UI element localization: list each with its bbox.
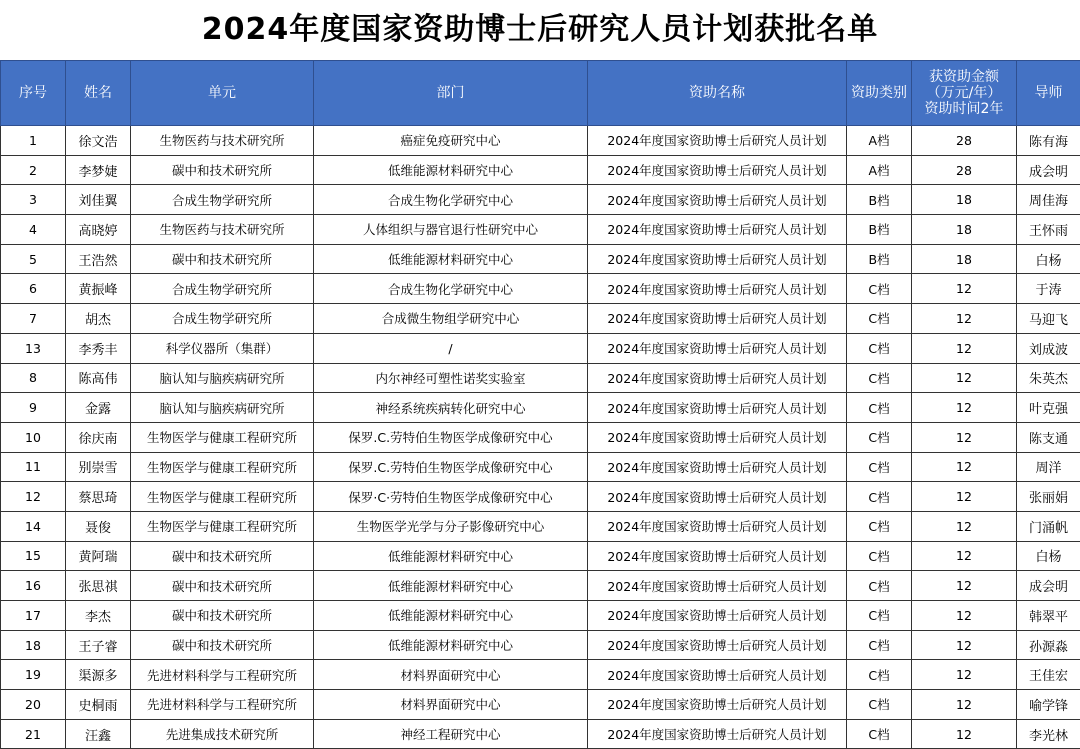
cell-tutor: 白杨 bbox=[1017, 244, 1080, 274]
table-row bbox=[1, 185, 1080, 215]
cell-dept: 低维能源材料研究中心 bbox=[314, 630, 588, 660]
cell-unit: 生物医药与技术研究所 bbox=[131, 215, 314, 245]
cell-category: C档 bbox=[847, 690, 912, 720]
cell-unit: 脑认知与脑疾病研究所 bbox=[131, 363, 314, 393]
cell-category: C档 bbox=[847, 304, 912, 334]
cell-unit: 碳中和技术研究所 bbox=[131, 244, 314, 274]
cell-category: C档 bbox=[847, 511, 912, 541]
header-index: 序号 bbox=[1, 61, 66, 126]
cell-dept: 低维能源材料研究中心 bbox=[314, 571, 588, 601]
cell-dept: 神经系统疾病转化研究中心 bbox=[314, 393, 588, 423]
table-row bbox=[1, 363, 1080, 393]
cell-amount: 18 bbox=[912, 244, 1017, 274]
cell-unit: 合成生物学研究所 bbox=[131, 185, 314, 215]
header-dept: 部门 bbox=[314, 61, 588, 126]
cell-tutor: 刘成波 bbox=[1017, 333, 1080, 363]
cell-amount: 12 bbox=[912, 719, 1017, 749]
cell-category: C档 bbox=[847, 719, 912, 749]
cell-name: 刘佳翼 bbox=[66, 185, 131, 215]
cell-index: 14 bbox=[1, 511, 66, 541]
cell-tutor: 张丽娟 bbox=[1017, 482, 1080, 512]
cell-category: A档 bbox=[847, 155, 912, 185]
cell-category: C档 bbox=[847, 363, 912, 393]
table-row bbox=[1, 304, 1080, 334]
cell-category: C档 bbox=[847, 333, 912, 363]
cell-amount: 12 bbox=[912, 304, 1017, 334]
cell-amount: 18 bbox=[912, 185, 1017, 215]
cell-index: 2 bbox=[1, 155, 66, 185]
cell-category: C档 bbox=[847, 571, 912, 601]
cell-name: 蔡思琦 bbox=[66, 482, 131, 512]
table-row bbox=[1, 422, 1080, 452]
cell-amount: 12 bbox=[912, 541, 1017, 571]
header-category: 资助类别 bbox=[847, 61, 912, 126]
cell-program: 2024年度国家资助博士后研究人员计划 bbox=[588, 215, 847, 245]
cell-name: 高晓婷 bbox=[66, 215, 131, 245]
cell-program: 2024年度国家资助博士后研究人员计划 bbox=[588, 244, 847, 274]
cell-amount: 12 bbox=[912, 333, 1017, 363]
cell-tutor: 陈有海 bbox=[1017, 126, 1080, 156]
cell-category: C档 bbox=[847, 541, 912, 571]
cell-dept: 癌症免疫研究中心 bbox=[314, 126, 588, 156]
cell-category: C档 bbox=[847, 452, 912, 482]
table-row bbox=[1, 630, 1080, 660]
cell-name: 金露 bbox=[66, 393, 131, 423]
cell-amount: 12 bbox=[912, 274, 1017, 304]
cell-amount: 12 bbox=[912, 630, 1017, 660]
cell-amount: 12 bbox=[912, 422, 1017, 452]
cell-dept: 低维能源材料研究中心 bbox=[314, 601, 588, 631]
cell-unit: 生物医学与健康工程研究所 bbox=[131, 422, 314, 452]
header-amount-line1: 获资助金额 bbox=[914, 69, 1014, 85]
cell-index: 6 bbox=[1, 274, 66, 304]
cell-dept: 保罗.C.劳特伯生物医学成像研究中心 bbox=[314, 452, 588, 482]
cell-index: 1 bbox=[1, 126, 66, 156]
cell-tutor: 孙源淼 bbox=[1017, 630, 1080, 660]
cell-tutor: 周佳海 bbox=[1017, 185, 1080, 215]
cell-amount: 12 bbox=[912, 601, 1017, 631]
cell-name: 王浩然 bbox=[66, 244, 131, 274]
cell-unit: 碳中和技术研究所 bbox=[131, 571, 314, 601]
table-header-row bbox=[1, 61, 1080, 126]
cell-unit: 科学仪器所（集群） bbox=[131, 333, 314, 363]
cell-dept: 材料界面研究中心 bbox=[314, 660, 588, 690]
table-row bbox=[1, 541, 1080, 571]
cell-program: 2024年度国家资助博士后研究人员计划 bbox=[588, 511, 847, 541]
cell-unit: 生物医学与健康工程研究所 bbox=[131, 482, 314, 512]
cell-index: 18 bbox=[1, 630, 66, 660]
table-body bbox=[1, 126, 1080, 749]
cell-dept: 生物医学光学与分子影像研究中心 bbox=[314, 511, 588, 541]
table-row bbox=[1, 601, 1080, 631]
cell-category: C档 bbox=[847, 274, 912, 304]
cell-program: 2024年度国家资助博士后研究人员计划 bbox=[588, 185, 847, 215]
cell-category: C档 bbox=[847, 630, 912, 660]
cell-dept: 合成微生物组学研究中心 bbox=[314, 304, 588, 334]
header-name: 姓名 bbox=[66, 61, 131, 126]
cell-tutor: 朱英杰 bbox=[1017, 363, 1080, 393]
cell-name: 李秀丰 bbox=[66, 333, 131, 363]
header-tutor: 导师 bbox=[1017, 61, 1080, 126]
table-row bbox=[1, 155, 1080, 185]
cell-dept: 低维能源材料研究中心 bbox=[314, 244, 588, 274]
table-row bbox=[1, 215, 1080, 245]
cell-name: 王子睿 bbox=[66, 630, 131, 660]
cell-dept: 材料界面研究中心 bbox=[314, 690, 588, 720]
cell-program: 2024年度国家资助博士后研究人员计划 bbox=[588, 541, 847, 571]
table-row bbox=[1, 719, 1080, 749]
cell-tutor: 白杨 bbox=[1017, 541, 1080, 571]
cell-amount: 28 bbox=[912, 155, 1017, 185]
cell-program: 2024年度国家资助博士后研究人员计划 bbox=[588, 304, 847, 334]
cell-index: 16 bbox=[1, 571, 66, 601]
cell-unit: 碳中和技术研究所 bbox=[131, 155, 314, 185]
cell-tutor: 马迎飞 bbox=[1017, 304, 1080, 334]
cell-category: B档 bbox=[847, 244, 912, 274]
cell-tutor: 韩翠平 bbox=[1017, 601, 1080, 631]
table-row bbox=[1, 571, 1080, 601]
cell-index: 10 bbox=[1, 422, 66, 452]
cell-unit: 生物医药与技术研究所 bbox=[131, 126, 314, 156]
cell-category: B档 bbox=[847, 185, 912, 215]
cell-amount: 12 bbox=[912, 452, 1017, 482]
cell-unit: 脑认知与脑疾病研究所 bbox=[131, 393, 314, 423]
cell-index: 4 bbox=[1, 215, 66, 245]
cell-index: 15 bbox=[1, 541, 66, 571]
cell-dept: 低维能源材料研究中心 bbox=[314, 155, 588, 185]
cell-tutor: 陈支通 bbox=[1017, 422, 1080, 452]
cell-tutor: 李光林 bbox=[1017, 719, 1080, 749]
cell-category: C档 bbox=[847, 660, 912, 690]
cell-dept: 内尔神经可塑性诺奖实验室 bbox=[314, 363, 588, 393]
table-row bbox=[1, 244, 1080, 274]
cell-tutor: 喻学锋 bbox=[1017, 690, 1080, 720]
cell-dept: 神经工程研究中心 bbox=[314, 719, 588, 749]
cell-program: 2024年度国家资助博士后研究人员计划 bbox=[588, 719, 847, 749]
cell-amount: 12 bbox=[912, 571, 1017, 601]
cell-program: 2024年度国家资助博士后研究人员计划 bbox=[588, 571, 847, 601]
cell-tutor: 王怀雨 bbox=[1017, 215, 1080, 245]
cell-category: C档 bbox=[847, 393, 912, 423]
cell-dept: / bbox=[314, 333, 588, 363]
cell-name: 陈高伟 bbox=[66, 363, 131, 393]
cell-name: 别崇雪 bbox=[66, 452, 131, 482]
cell-name: 黄振峰 bbox=[66, 274, 131, 304]
cell-tutor: 叶克强 bbox=[1017, 393, 1080, 423]
cell-name: 张思祺 bbox=[66, 571, 131, 601]
cell-category: C档 bbox=[847, 422, 912, 452]
cell-unit: 合成生物学研究所 bbox=[131, 274, 314, 304]
cell-index: 17 bbox=[1, 601, 66, 631]
cell-unit: 碳中和技术研究所 bbox=[131, 541, 314, 571]
cell-program: 2024年度国家资助博士后研究人员计划 bbox=[588, 660, 847, 690]
cell-name: 胡杰 bbox=[66, 304, 131, 334]
cell-name: 黄阿瑞 bbox=[66, 541, 131, 571]
table-row bbox=[1, 393, 1080, 423]
cell-index: 19 bbox=[1, 660, 66, 690]
cell-name: 渠源多 bbox=[66, 660, 131, 690]
header-unit: 单元 bbox=[131, 61, 314, 126]
cell-index: 5 bbox=[1, 244, 66, 274]
cell-index: 8 bbox=[1, 363, 66, 393]
header-amount bbox=[912, 61, 1017, 126]
cell-unit: 先进材料科学与工程研究所 bbox=[131, 690, 314, 720]
cell-name: 徐文浩 bbox=[66, 126, 131, 156]
header-amount-line2: （万元/年） bbox=[914, 85, 1014, 101]
cell-program: 2024年度国家资助博士后研究人员计划 bbox=[588, 363, 847, 393]
cell-dept: 保罗.C.劳特伯生物医学成像研究中心 bbox=[314, 422, 588, 452]
cell-amount: 12 bbox=[912, 511, 1017, 541]
cell-unit: 先进材料科学与工程研究所 bbox=[131, 660, 314, 690]
table-row bbox=[1, 452, 1080, 482]
cell-name: 汪鑫 bbox=[66, 719, 131, 749]
header-amount-line3: 资助时间2年 bbox=[914, 101, 1014, 117]
table-row bbox=[1, 482, 1080, 512]
cell-index: 20 bbox=[1, 690, 66, 720]
cell-program: 2024年度国家资助博士后研究人员计划 bbox=[588, 452, 847, 482]
table-row bbox=[1, 511, 1080, 541]
cell-dept: 合成生物化学研究中心 bbox=[314, 185, 588, 215]
cell-category: A档 bbox=[847, 126, 912, 156]
cell-program: 2024年度国家资助博士后研究人员计划 bbox=[588, 482, 847, 512]
cell-program: 2024年度国家资助博士后研究人员计划 bbox=[588, 155, 847, 185]
cell-index: 11 bbox=[1, 452, 66, 482]
table-row bbox=[1, 274, 1080, 304]
cell-program: 2024年度国家资助博士后研究人员计划 bbox=[588, 126, 847, 156]
cell-unit: 合成生物学研究所 bbox=[131, 304, 314, 334]
cell-tutor: 成会明 bbox=[1017, 155, 1080, 185]
cell-program: 2024年度国家资助博士后研究人员计划 bbox=[588, 601, 847, 631]
cell-program: 2024年度国家资助博士后研究人员计划 bbox=[588, 333, 847, 363]
cell-unit: 碳中和技术研究所 bbox=[131, 630, 314, 660]
cell-unit: 先进集成技术研究所 bbox=[131, 719, 314, 749]
cell-program: 2024年度国家资助博士后研究人员计划 bbox=[588, 630, 847, 660]
table-row bbox=[1, 660, 1080, 690]
cell-name: 李梦婕 bbox=[66, 155, 131, 185]
cell-name: 李杰 bbox=[66, 601, 131, 631]
cell-index: 12 bbox=[1, 482, 66, 512]
cell-program: 2024年度国家资助博士后研究人员计划 bbox=[588, 690, 847, 720]
cell-dept: 人体组织与器官退行性研究中心 bbox=[314, 215, 588, 245]
cell-amount: 12 bbox=[912, 690, 1017, 720]
cell-dept: 保罗·C·劳特伯生物医学成像研究中心 bbox=[314, 482, 588, 512]
cell-category: B档 bbox=[847, 215, 912, 245]
header-program: 资助名称 bbox=[588, 61, 847, 126]
cell-amount: 12 bbox=[912, 482, 1017, 512]
table-row bbox=[1, 690, 1080, 720]
cell-name: 徐庆南 bbox=[66, 422, 131, 452]
cell-name: 聂俊 bbox=[66, 511, 131, 541]
cell-category: C档 bbox=[847, 482, 912, 512]
cell-program: 2024年度国家资助博士后研究人员计划 bbox=[588, 393, 847, 423]
table-row bbox=[1, 333, 1080, 363]
cell-index: 7 bbox=[1, 304, 66, 334]
cell-index: 21 bbox=[1, 719, 66, 749]
cell-amount: 18 bbox=[912, 215, 1017, 245]
cell-tutor: 成会明 bbox=[1017, 571, 1080, 601]
table-row bbox=[1, 126, 1080, 156]
cell-amount: 28 bbox=[912, 126, 1017, 156]
cell-index: 13 bbox=[1, 333, 66, 363]
cell-program: 2024年度国家资助博士后研究人员计划 bbox=[588, 274, 847, 304]
cell-tutor: 于涛 bbox=[1017, 274, 1080, 304]
approval-table bbox=[0, 60, 1080, 749]
cell-index: 3 bbox=[1, 185, 66, 215]
cell-dept: 合成生物化学研究中心 bbox=[314, 274, 588, 304]
cell-tutor: 周洋 bbox=[1017, 452, 1080, 482]
cell-amount: 12 bbox=[912, 393, 1017, 423]
page-title: 2024年度国家资助博士后研究人员计划获批名单 bbox=[0, 0, 1080, 60]
cell-tutor: 门涌帆 bbox=[1017, 511, 1080, 541]
cell-dept: 低维能源材料研究中心 bbox=[314, 541, 588, 571]
cell-program: 2024年度国家资助博士后研究人员计划 bbox=[588, 422, 847, 452]
cell-unit: 生物医学与健康工程研究所 bbox=[131, 452, 314, 482]
cell-amount: 12 bbox=[912, 660, 1017, 690]
cell-index: 9 bbox=[1, 393, 66, 423]
cell-amount: 12 bbox=[912, 363, 1017, 393]
cell-name: 史桐雨 bbox=[66, 690, 131, 720]
cell-category: C档 bbox=[847, 601, 912, 631]
cell-unit: 生物医学与健康工程研究所 bbox=[131, 511, 314, 541]
cell-tutor: 王佳宏 bbox=[1017, 660, 1080, 690]
cell-unit: 碳中和技术研究所 bbox=[131, 601, 314, 631]
